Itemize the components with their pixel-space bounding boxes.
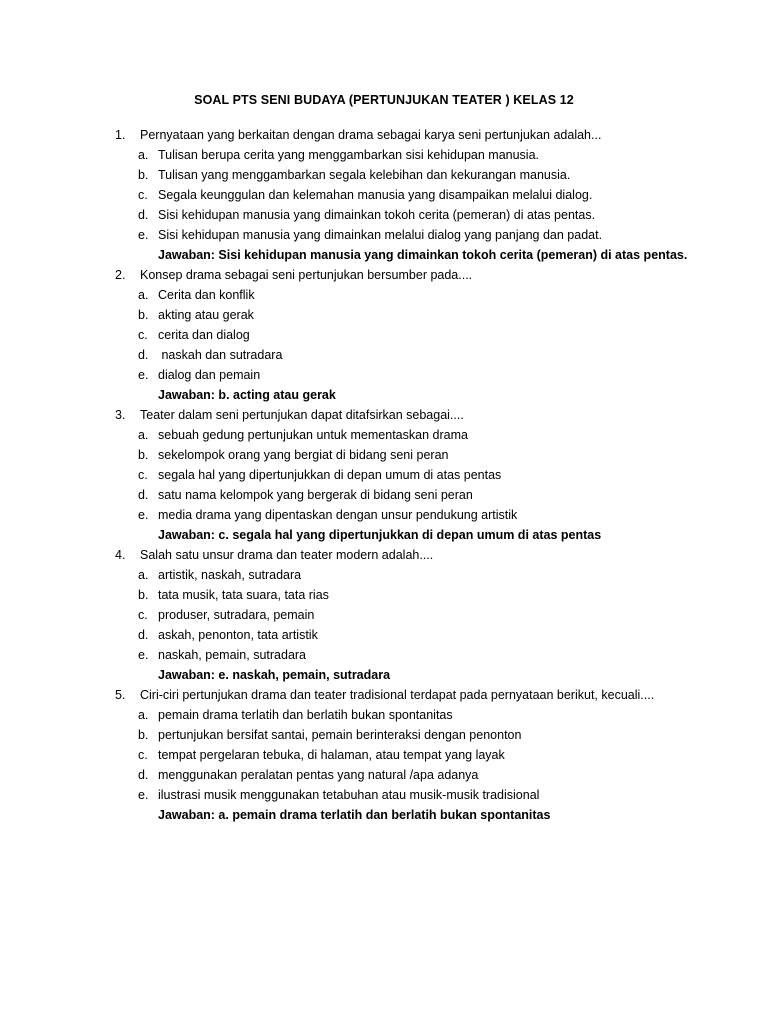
- option-letter: a.: [138, 428, 149, 442]
- option-letter: c.: [138, 328, 148, 342]
- option-letter: e.: [138, 648, 149, 662]
- question-text: Teater dalam seni pertunjukan dapat ditafsirkan sebagai....: [140, 408, 464, 422]
- question-line: [115, 685, 715, 705]
- option-line: [115, 165, 715, 185]
- option-text: tata musik, tata suara, tata rias: [158, 588, 329, 602]
- question-line: [115, 125, 715, 145]
- option-text: segala hal yang dipertunjukkan di depan umum di atas pentas: [158, 468, 502, 482]
- option-letter: a.: [138, 288, 149, 302]
- answer-text: Jawaban: a. pemain drama terlatih dan berlatih bukan spontanitas: [158, 808, 551, 822]
- question-line: [115, 405, 715, 425]
- option-letter: d.: [138, 628, 149, 642]
- option-text: dialog dan pemain: [158, 368, 261, 382]
- option-text: akting atau gerak: [158, 308, 254, 322]
- option-line: [115, 185, 715, 205]
- question-3: [115, 405, 715, 545]
- option-line: [115, 325, 715, 345]
- question-text: Konsep drama sebagai seni pertunjukan bersumber pada....: [140, 268, 473, 282]
- option-letter: b.: [138, 168, 149, 182]
- option-letter: d.: [138, 488, 149, 502]
- answer-line: [115, 385, 715, 405]
- option-letter: d.: [138, 768, 149, 782]
- question-line: [115, 545, 715, 565]
- option-line: [115, 505, 715, 525]
- option-line: [115, 465, 715, 485]
- option-letter: e.: [138, 508, 149, 522]
- option-line: [115, 205, 715, 225]
- option-text: pertunjukan bersifat santai, pemain berinteraksi dengan penonton: [158, 728, 522, 742]
- option-line: [115, 605, 715, 625]
- option-line: [115, 225, 715, 245]
- option-line: [115, 485, 715, 505]
- option-line: [115, 565, 715, 585]
- option-letter: b.: [138, 728, 149, 742]
- option-text: askah, penonton, tata artistik: [158, 628, 318, 642]
- option-text: satu nama kelompok yang bergerak di bidang seni peran: [158, 488, 473, 502]
- option-letter: a.: [138, 708, 149, 722]
- option-line: [115, 345, 715, 365]
- question-list: [115, 125, 715, 825]
- option-text: pemain drama terlatih dan berlatih bukan spontanitas: [158, 708, 453, 722]
- option-text: menggunakan peralatan pentas yang natural /apa adanya: [158, 768, 479, 782]
- option-letter: e.: [138, 368, 149, 382]
- answer-text: Jawaban: c. segala hal yang dipertunjukkan di depan umum di atas pentas: [158, 528, 602, 542]
- option-text: Tulisan berupa cerita yang menggambarkan sisi kehidupan manusia.: [158, 148, 540, 162]
- option-line: [115, 705, 715, 725]
- option-letter: b.: [138, 308, 149, 322]
- question-text: Salah satu unsur drama dan teater modern adalah....: [140, 548, 434, 562]
- option-letter: b.: [138, 588, 149, 602]
- option-letter: a.: [138, 148, 149, 162]
- option-letter: a.: [138, 568, 149, 582]
- question-5: [115, 685, 715, 825]
- option-text: naskah, pemain, sutradara: [158, 648, 307, 662]
- option-text: naskah dan sutradara: [158, 348, 283, 362]
- question-number: 1.: [115, 128, 126, 142]
- option-line: [115, 725, 715, 745]
- answer-text: Jawaban: Sisi kehidupan manusia yang dimainkan tokoh cerita (pemeran) di atas pentas.: [158, 248, 688, 262]
- option-letter: e.: [138, 788, 149, 802]
- option-line: [115, 305, 715, 325]
- question-line: [115, 265, 715, 285]
- option-text: Sisi kehidupan manusia yang dimainkan melalui dialog yang panjang dan padat.: [158, 228, 603, 242]
- option-text: Tulisan yang menggambarkan segala kelebihan dan kekurangan manusia.: [158, 168, 571, 182]
- question-number: 2.: [115, 268, 126, 282]
- option-text: Cerita dan konflik: [158, 288, 255, 302]
- option-text: sebuah gedung pertunjukan untuk mementaskan drama: [158, 428, 468, 442]
- question-number: 3.: [115, 408, 126, 422]
- option-letter: d.: [138, 208, 149, 222]
- option-letter: b.: [138, 448, 149, 462]
- option-text: Sisi kehidupan manusia yang dimainkan tokoh cerita (pemeran) di atas pentas.: [158, 208, 596, 222]
- question-1: [115, 125, 715, 265]
- option-text: sekelompok orang yang bergiat di bidang seni peran: [158, 448, 449, 462]
- option-line: [115, 365, 715, 385]
- option-line: [115, 625, 715, 645]
- option-text: artistik, naskah, sutradara: [158, 568, 302, 582]
- option-line: [115, 745, 715, 765]
- answer-text: Jawaban: b. acting atau gerak: [158, 388, 336, 402]
- answer-line: [115, 665, 715, 685]
- question-text: Ciri-ciri pertunjukan drama dan teater tradisional terdapat pada pernyataan berikut, kecuali....: [140, 688, 655, 702]
- question-text: Pernyataan yang berkaitan dengan drama sebagai karya seni pertunjukan adalah...: [140, 128, 602, 142]
- question-4: [115, 545, 715, 685]
- option-line: [115, 765, 715, 785]
- option-line: [115, 445, 715, 465]
- option-line: [115, 285, 715, 305]
- option-line: [115, 585, 715, 605]
- option-line: [115, 425, 715, 445]
- answer-line: [115, 805, 715, 825]
- option-text: produser, sutradara, pemain: [158, 608, 315, 622]
- option-letter: c.: [138, 748, 148, 762]
- option-text: ilustrasi musik menggunakan tetabuhan atau musik-musik tradisional: [158, 788, 540, 802]
- answer-line: [115, 525, 715, 545]
- question-2: [115, 265, 715, 405]
- option-line: [115, 785, 715, 805]
- option-text: Segala keunggulan dan kelemahan manusia yang disampaikan melalui dialog.: [158, 188, 593, 202]
- option-letter: c.: [138, 188, 148, 202]
- option-text: media drama yang dipentaskan dengan unsur pendukung artistik: [158, 508, 518, 522]
- option-text: tempat pergelaran tebuka, di halaman, atau tempat yang layak: [158, 748, 505, 762]
- option-text: cerita dan dialog: [158, 328, 250, 342]
- answer-line: [115, 245, 715, 265]
- option-line: [115, 145, 715, 165]
- page-title: SOAL PTS SENI BUDAYA (PERTUNJUKAN TEATER ) KELAS 12: [194, 93, 574, 107]
- option-letter: c.: [138, 608, 148, 622]
- option-letter: e.: [138, 228, 149, 242]
- option-letter: c.: [138, 468, 148, 482]
- option-letter: d.: [138, 348, 149, 362]
- question-number: 5.: [115, 688, 126, 702]
- option-line: [115, 645, 715, 665]
- answer-text: Jawaban: e. naskah, pemain, sutradara: [158, 668, 391, 682]
- question-number: 4.: [115, 548, 126, 562]
